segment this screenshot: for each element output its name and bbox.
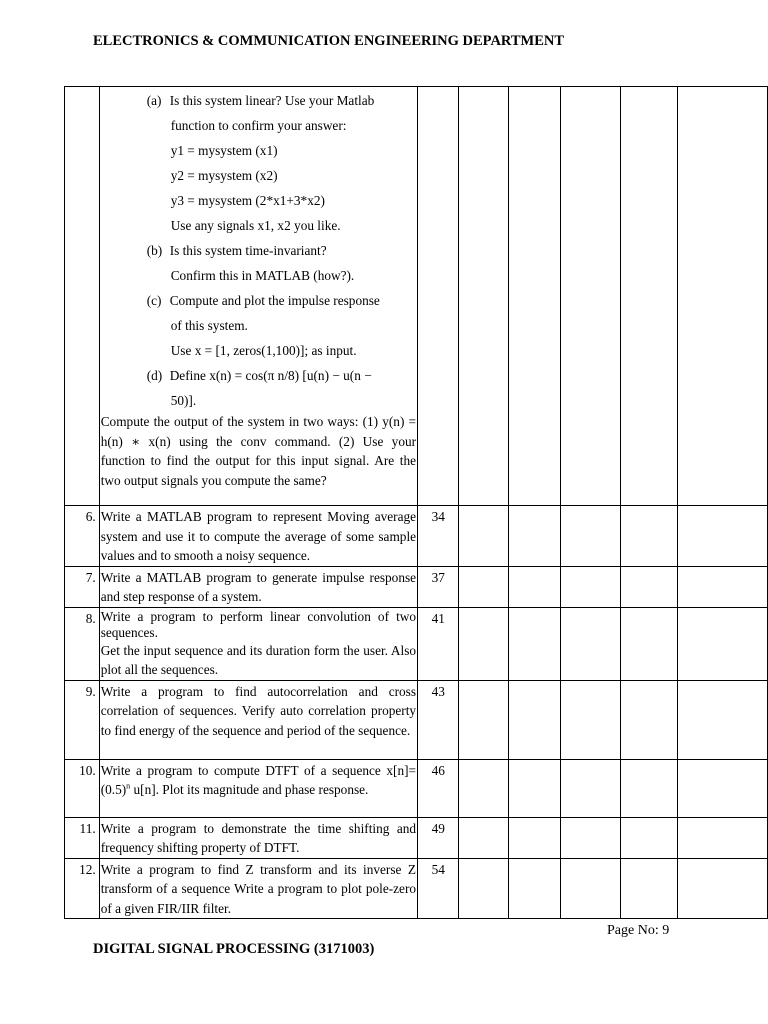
row-number: 8. xyxy=(65,607,100,680)
practical-list-table xyxy=(64,86,768,919)
table-row xyxy=(65,566,768,607)
sub-text: Is this system linear? Use your Matlab xyxy=(169,93,375,108)
empty-cell xyxy=(677,506,767,567)
empty-cell xyxy=(459,817,509,858)
text-line: function to confirm your answer: xyxy=(170,118,347,133)
empty-cell xyxy=(561,506,621,567)
row-page xyxy=(418,87,459,506)
text-line: y3 = mysystem (2*x1+3*x2) xyxy=(170,193,325,208)
table-row xyxy=(65,506,768,567)
empty-cell xyxy=(677,680,767,759)
empty-cell xyxy=(509,607,561,680)
empty-cell xyxy=(677,858,767,919)
page-number: Page No: 9 xyxy=(607,923,670,938)
empty-cell xyxy=(677,607,767,680)
empty-cell xyxy=(621,506,678,567)
text-line: of this system. xyxy=(170,318,248,333)
row-page: 37 xyxy=(418,566,459,607)
empty-cell xyxy=(621,817,678,858)
row-description: Write a MATLAB program to represent Moving average system and use it to compute the average of some sample values and to smooth a noisy sequence. xyxy=(99,506,417,567)
department-header: ELECTRONICS & COMMUNICATION ENGINEERING DEPARTMENT xyxy=(93,33,565,49)
table-row xyxy=(65,858,768,919)
row-page: 54 xyxy=(418,858,459,919)
row-description xyxy=(99,87,417,506)
desc-text: Write a program to compute DTFT of a sequence x[n]= (0.5) xyxy=(100,762,417,797)
table-row xyxy=(65,759,768,817)
empty-cell xyxy=(621,87,678,506)
empty-cell xyxy=(509,87,561,506)
empty-cell xyxy=(459,858,509,919)
row-description xyxy=(99,607,417,680)
empty-cell xyxy=(509,817,561,858)
sub-label: (c) xyxy=(146,293,162,308)
empty-cell xyxy=(459,566,509,607)
empty-cell xyxy=(459,680,509,759)
empty-cell xyxy=(561,680,621,759)
sub-label: (d) xyxy=(146,368,163,383)
sub-text: Is this system time-invariant? xyxy=(169,243,327,258)
table-row xyxy=(65,607,768,680)
row-number: 11. xyxy=(65,817,100,858)
row-page: 49 xyxy=(418,817,459,858)
row-page: 41 xyxy=(418,607,459,680)
empty-cell xyxy=(621,858,678,919)
row-description: Write a program to find Z transform and its inverse Z transform of a sequence Write a program to plot pole-zero of a given FIR/IIR filter. xyxy=(99,858,417,919)
exponent: n xyxy=(126,781,131,791)
sub-label: (b) xyxy=(146,243,163,258)
empty-cell xyxy=(561,759,621,817)
row-number xyxy=(65,87,100,506)
text-line: 50)]. xyxy=(170,393,197,408)
empty-cell xyxy=(561,817,621,858)
empty-cell xyxy=(509,858,561,919)
subject-footer: DIGITAL SIGNAL PROCESSING (3171003) xyxy=(93,941,375,957)
empty-cell xyxy=(509,506,561,567)
empty-cell xyxy=(459,607,509,680)
sub-label: (a) xyxy=(146,93,162,108)
text-line: Write a program to perform linear convolution of two sequences. xyxy=(100,608,417,640)
empty-cell xyxy=(677,87,767,506)
empty-cell xyxy=(561,607,621,680)
table-row xyxy=(65,87,768,506)
row-number: 6. xyxy=(65,506,100,567)
empty-cell xyxy=(459,759,509,817)
sub-text: Compute and plot the impulse response xyxy=(169,293,380,308)
text-line: Use any signals x1, x2 you like. xyxy=(170,218,341,233)
row-description: Write a program to demonstrate the time shifting and frequency shifting property of DTFT. xyxy=(99,817,417,858)
empty-cell xyxy=(509,759,561,817)
text-paragraph: Compute the output of the system in two ways: (1) y(n) = h(n) ∗ x(n) using the conv command. (2) Use your function to find the output for this input signal. Are the two output signals you compute the same? xyxy=(100,414,417,488)
empty-cell xyxy=(459,87,509,506)
empty-cell xyxy=(621,759,678,817)
row-page: 46 xyxy=(418,759,459,817)
empty-cell xyxy=(509,680,561,759)
empty-cell xyxy=(561,858,621,919)
row-page: 43 xyxy=(418,680,459,759)
empty-cell xyxy=(561,566,621,607)
empty-cell xyxy=(621,607,678,680)
sub-text: Define x(n) = cos(π n/8) [u(n) − u(n − xyxy=(169,368,372,383)
text-line: y1 = mysystem (x1) xyxy=(170,143,278,158)
empty-cell xyxy=(677,566,767,607)
text-line: Confirm this in MATLAB (how?). xyxy=(170,268,355,283)
empty-cell xyxy=(561,87,621,506)
row-page: 34 xyxy=(418,506,459,567)
row-number: 7. xyxy=(65,566,100,607)
empty-cell xyxy=(677,759,767,817)
empty-cell xyxy=(621,566,678,607)
row-description: Write a program to find autocorrelation and cross correlation of sequences. Verify auto correlation property to find energy of the sequence and period of the sequence. xyxy=(99,680,417,759)
empty-cell xyxy=(509,566,561,607)
text-line: Use x = [1, zeros(1,100)]; as input. xyxy=(170,343,357,358)
row-description xyxy=(99,759,417,817)
text-line: Get the input sequence and its duration form the user. Also plot all the sequences. xyxy=(100,642,417,677)
table-row xyxy=(65,680,768,759)
text-line: y2 = mysystem (x2) xyxy=(170,168,278,183)
empty-cell xyxy=(621,680,678,759)
table-row xyxy=(65,817,768,858)
row-description: Write a MATLAB program to generate impulse response and step response of a system. xyxy=(99,566,417,607)
row-number: 9. xyxy=(65,680,100,759)
row-number: 10. xyxy=(65,759,100,817)
desc-text: u[n]. Plot its magnitude and phase response. xyxy=(130,782,369,797)
empty-cell xyxy=(459,506,509,567)
row-number: 12. xyxy=(65,858,100,919)
empty-cell xyxy=(677,817,767,858)
